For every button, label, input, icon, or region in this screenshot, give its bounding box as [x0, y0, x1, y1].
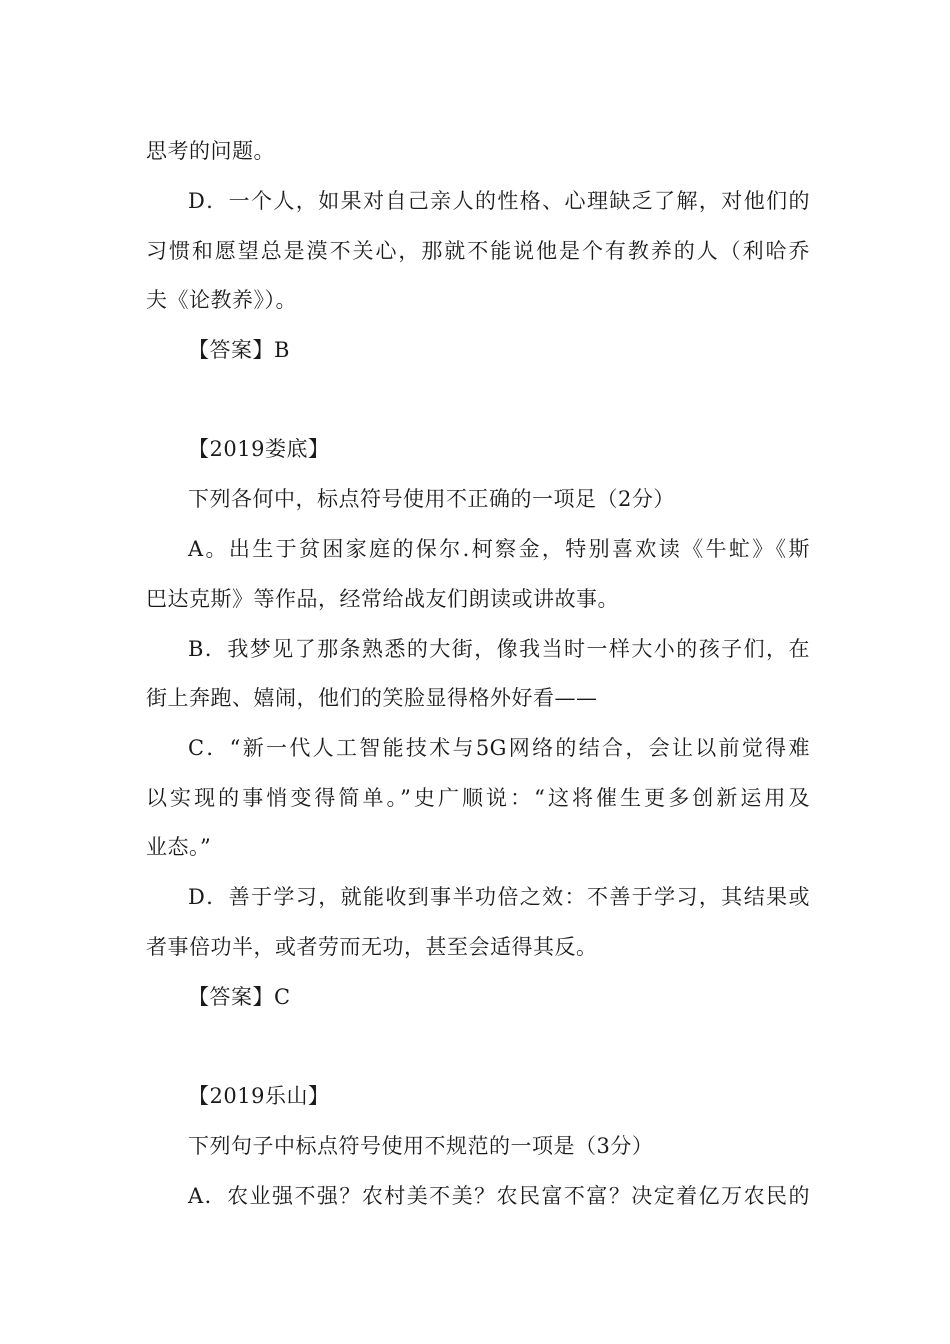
question-stem-2: 下列句子中标点符号使用不规范的一项是（3分）: [188, 1134, 654, 1158]
section-heading-leshan: 【2019乐山】: [188, 1084, 330, 1108]
option-c-line-2: 以实现的事悄变得简单。”史广顺说：“这将催生更多创新运用及: [146, 786, 810, 810]
section-heading-loudi: 【2019娄底】: [188, 437, 330, 461]
option-a-line-1: A。出生于贫困家庭的保尔.柯察金，特别喜欢读《牛虻》《斯: [188, 537, 810, 561]
question-stem: 下列各何中，标点符号使用不正确的一项足（2分）: [188, 487, 675, 511]
option-c-line-1: C．“新一代人工智能技术与5G网络的结合，会让以前觉得难: [188, 736, 810, 760]
option-a-line-1b: A．农业强不强？农村美不美？农民富不富？决定着亿万农民的: [188, 1184, 810, 1208]
option-a-line-2: 巴达克斯》等作品，经常给战友们朗读或讲故事。: [146, 587, 619, 611]
text-line: 思考的问题。: [146, 139, 275, 163]
option-b-line-2: 街上奔跑、嬉闹，他们的笑脸显得格外好看——: [146, 686, 598, 710]
answer-label-2: 【答案】C: [188, 985, 291, 1009]
option-d-line-1b: D．善于学习，就能收到事半功倍之效：不善于学习，其结果或: [188, 885, 810, 909]
option-c-line-3: 业态。”: [146, 835, 212, 859]
option-d-line-2b: 者事倍功半，或者劳而无功，甚至会适得其反。: [146, 935, 598, 959]
option-d-line-1: D．一个人，如果对自己亲人的性格、心理缺乏了解，对他们的: [188, 189, 810, 213]
option-d-line-3: 夫《论教养》）。: [146, 288, 297, 312]
answer-label: 【答案】B: [188, 338, 290, 362]
option-b-line-1: B．我梦见了那条熟悉的大街，像我当时一样大小的孩子们，在: [188, 637, 810, 661]
option-d-line-2: 习惯和愿望总是漠不关心，那就不能说他是个有教养的人（利哈乔: [146, 239, 810, 263]
